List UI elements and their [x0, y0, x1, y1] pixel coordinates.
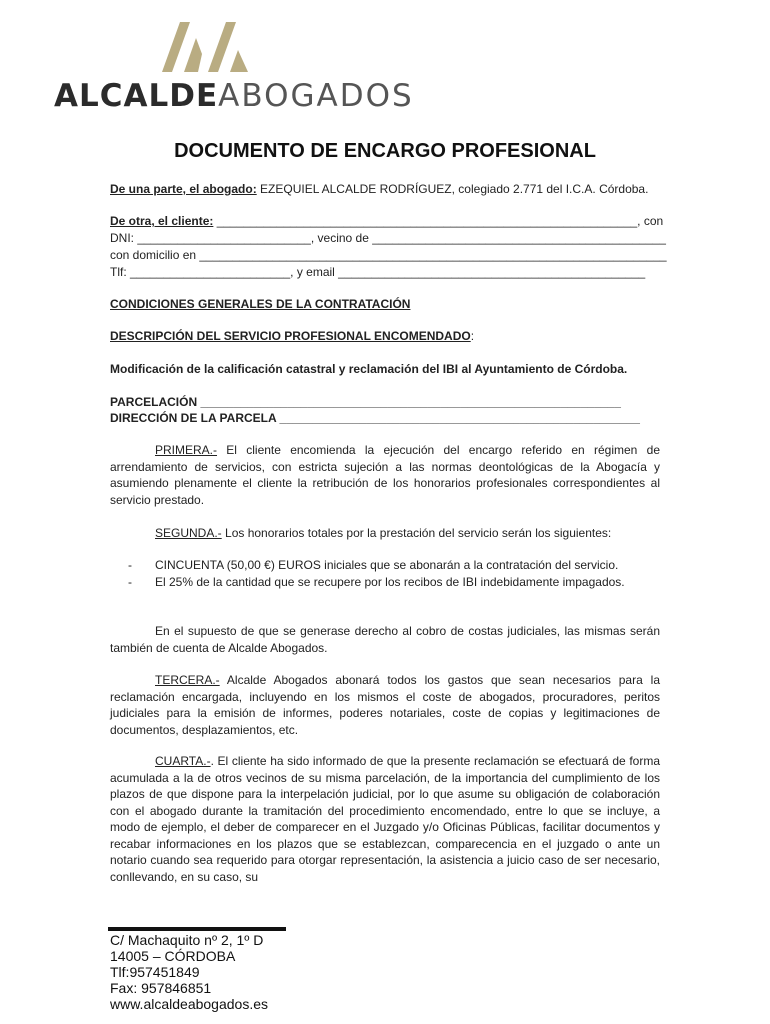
party-client-label: De otra, el cliente:	[110, 214, 214, 228]
fee-item-dash: -	[128, 558, 132, 572]
clause-segunda-label: SEGUNDA.-	[155, 526, 222, 540]
party-lawyer-text: EZEQUIEL ALCALDE RODRÍGUEZ, colegiado 2.771 del I.C.A. Córdoba.	[256, 182, 649, 196]
party-client	[110, 213, 663, 230]
clause-primera-text: El cliente encomienda la ejecución del encargo referido en régimen de arrendamiento de servicios, con estricta sujeción a las normas deontológicas de la Abogacía y asumiendo plenamente el cliente la retribución de los honorarios profesionales correspondientes al servicio prestado.	[110, 443, 660, 507]
clause-tercera-label: TERCERA.-	[155, 673, 220, 687]
client-contact-field: Tlf: ________________________, y email ______________________________________________	[110, 265, 646, 279]
footer-postal: 14005 – CÓRDOBA	[110, 948, 236, 964]
fee-item	[128, 574, 660, 591]
client-name-field: _______________________________________________________________, con	[213, 214, 664, 228]
client-dni-field: DNI: __________________________, vecino de ____________________________________________	[110, 231, 666, 245]
parcelacion-field: PARCELACIÓN _______________________________________________________________	[110, 395, 621, 409]
clause-primera-label: PRIMERA.-	[155, 443, 218, 457]
fee-item-text: CINCUENTA (50,00 €) EUROS iniciales que se abonarán a la contratación del servicio.	[155, 558, 619, 572]
logo-bold-text: ALCALDE	[54, 78, 219, 114]
clause-segunda-text: Los honorarios totales por la prestación del servicio serán los siguientes:	[221, 526, 612, 540]
party-lawyer	[110, 181, 648, 198]
clause-cuarta	[110, 753, 660, 885]
conditions-heading: CONDICIONES GENERALES DE LA CONTRATACIÓN	[110, 297, 411, 311]
client-address-field: con domicilio en ______________________________________________________________________	[110, 248, 667, 262]
logo-wordmark	[54, 76, 414, 116]
clause-segunda	[110, 525, 660, 542]
service-heading: DESCRIPCIÓN DEL SERVICIO PROFESIONAL ENCOMENDADO	[110, 329, 471, 343]
fee-item-text: El 25% de la cantidad que se recupere por los recibos de IBI indebidamente impagados.	[155, 575, 625, 589]
direccion-parcela-field: DIRECCIÓN DE LA PARCELA ______________________________________________________	[110, 411, 640, 425]
service-heading-line	[110, 328, 474, 345]
logo-light-text: ABOGADOS	[218, 78, 414, 114]
footer-address: C/ Machaquito nº 2, 1º D	[110, 932, 264, 948]
clause-primera	[110, 442, 660, 508]
document-title: DOCUMENTO DE ENCARGO PROFESIONAL	[174, 140, 596, 162]
costas-paragraph	[110, 623, 660, 656]
clause-tercera-text: Alcalde Abogados abonará todos los gastos que sean necesarios para la reclamación encargada, incluyendo en los mismos el coste de abogados, procuradores, peritos judiciales para la emisión de informes, poderes notariales, coste de copias y legitimaciones de documentos, desplazamientos, etc.	[110, 673, 660, 737]
clause-cuarta-text: . El cliente ha sido informado de que la presente reclamación se efectuará de forma acumulada a la de otros vecinos de su misma parcelación, de la importancia del cumplimiento de los plazos de que dispone para la interpelación judicial, por lo que asume su obligación de colaboración con el abogado durante la tramitación del procedimiento encomendado, entre lo que se incluye, a modo de ejemplo, el deber de comparecer en el Juzgado y/o Oficinas Públicas, facilitar documentos y recabar informaciones en los plazos que se establezcan, comparecencia en el juzgado o ante un notario cuando sea requerido para otorgar representación, la asistencia a juicio caso de ser necesario, conllevando, en su caso, su	[110, 754, 660, 884]
clause-tercera	[110, 672, 660, 738]
footer-divider	[108, 927, 286, 931]
service-description: Modificación de la calificación catastral y reclamación del IBI al Ayuntamiento de Córdoba.	[110, 362, 628, 376]
costas-text: En el supuesto de que se generase derecho al cobro de costas judiciales, las mismas serán también de cuenta de Alcalde Abogados.	[110, 624, 660, 655]
fee-item	[128, 557, 660, 574]
logo-mark-icon	[162, 22, 248, 72]
party-lawyer-label: De una parte, el abogado:	[110, 182, 257, 196]
footer-phone: Tlf:957451849	[110, 964, 200, 980]
footer-website-link[interactable]: www.alcaldeabogados.es	[110, 996, 268, 1012]
clause-cuarta-label: CUARTA.-	[155, 754, 211, 768]
service-heading-suffix: :	[470, 329, 475, 343]
fee-item-dash: -	[128, 575, 132, 589]
footer-fax: Fax: 957846851	[110, 980, 212, 996]
